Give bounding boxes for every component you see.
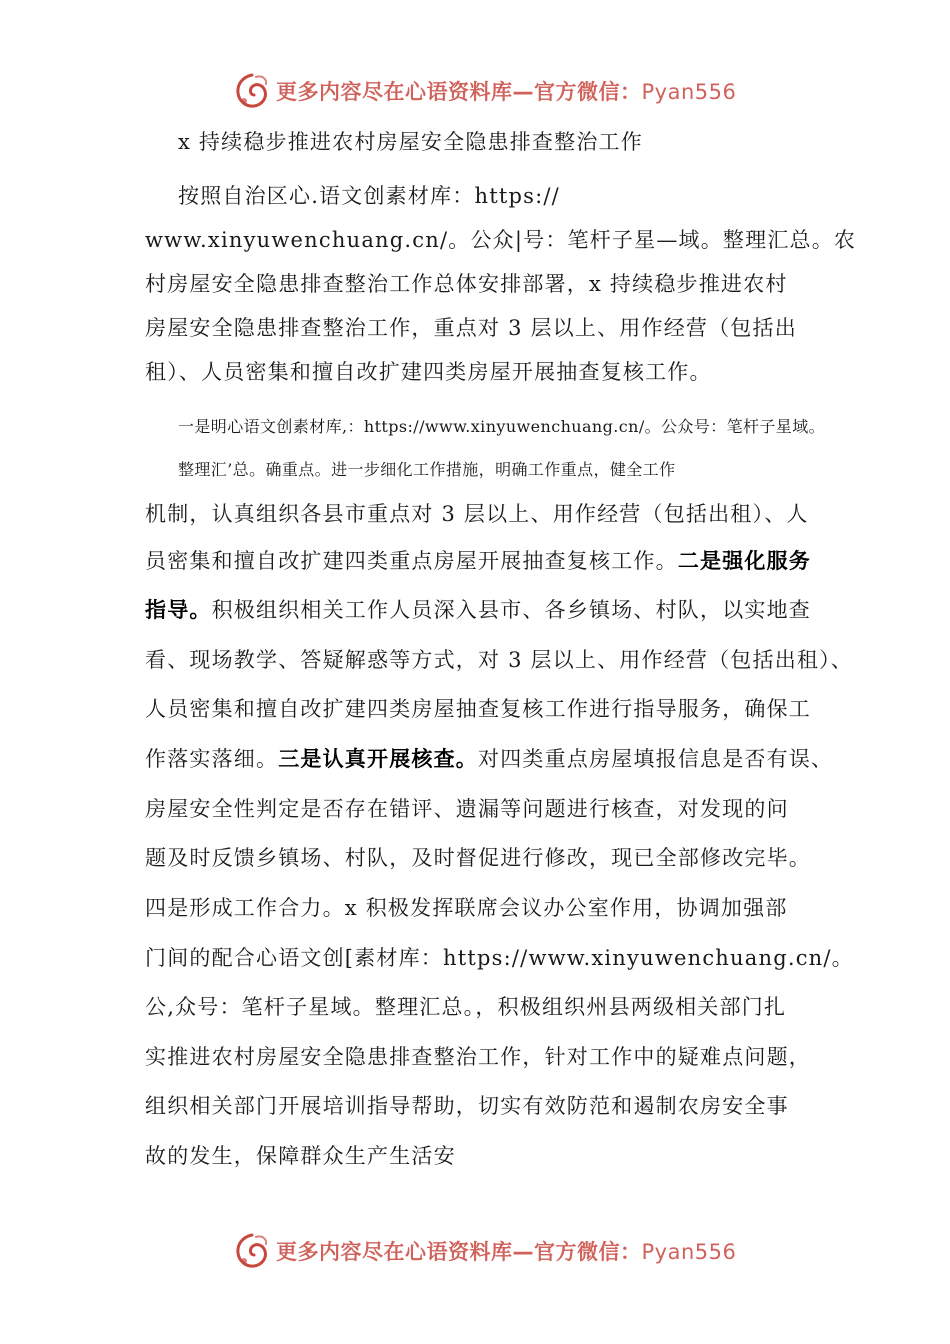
- paragraph-line: 租）、人员密集和擅自改扩建四类房屋开展抽查复核工作。: [145, 360, 712, 384]
- paragraph-line: 按照自治区心.语文创素材库：https://: [178, 184, 560, 208]
- document-title: x 持续稳步推进农村房屋安全隐患排查整治工作: [178, 130, 643, 154]
- paragraph-line: 人员密集和擅自改扩建四类房屋抽查复核工作进行指导服务，确保工: [145, 697, 811, 721]
- text-run: 员密集和擅自改扩建四类重点房屋开展抽查复核工作。: [145, 549, 678, 573]
- small-text-line: 整理汇’总。确重点。进一步细化工作措施，明确工作重点，健全工作: [178, 460, 676, 479]
- paragraph-line: 看、现场教学、答疑解惑等方式，对 3 层以上、用作经营（包括出租）、: [145, 648, 854, 672]
- paragraph-line: 故的发生，保障群众生产生活安: [145, 1144, 456, 1168]
- banner-text: [276, 76, 736, 106]
- paragraph-line: 公,众号：笔杆子星域。整理汇总。，积极组织州县两级相关部门扎: [145, 995, 787, 1019]
- text-run: 作落实落细。: [145, 747, 279, 771]
- banner-text: [276, 1236, 736, 1266]
- paragraph-line: 门间的配合心语文创[素材库：https://www.xinyuwenchuang.cn/。: [145, 946, 854, 970]
- section-heading-2-cont: 指导。: [145, 598, 212, 622]
- paragraph-line: www.xinyuwenchuang.cn/。公众|号：笔杆子星—域。整理汇总。农: [145, 228, 857, 252]
- paragraph-line: 村房屋安全隐患排查整治工作总体安排部署，x 持续稳步推进农村: [145, 272, 788, 296]
- paragraph-line: 题及时反馈乡镇场、村队，及时督促进行修改，现已全部修改完毕。: [145, 846, 811, 870]
- paragraph-line: [145, 595, 811, 625]
- banner-label: 更多内容尽在心语资料库—官方微信：: [276, 1240, 642, 1264]
- paragraph-line: 四是形成工作合力。x 积极发挥联席会议办公室作用，协调加强部: [145, 896, 788, 920]
- paragraph-line: [145, 546, 811, 576]
- banner-content: [232, 1226, 736, 1276]
- banner-content: [232, 66, 736, 116]
- banner-wechat-id: Pyan556: [641, 80, 737, 104]
- swirl-flame-logo-icon: [232, 71, 272, 111]
- text-run: 对四类重点房屋填报信息是否有误、: [478, 747, 834, 771]
- paragraph-line: 机制，认真组织各县市重点对 3 层以上、用作经营（包括出租）、人: [145, 502, 809, 526]
- footer-banner: [0, 1226, 950, 1276]
- paragraph-line: 组织相关部门开展培训指导帮助，切实有效防范和遏制农房安全事: [145, 1094, 789, 1118]
- paragraph-line: 房屋安全性判定是否存在错评、遗漏等问题进行核查，对发现的问: [145, 797, 789, 821]
- swirl-flame-logo-icon: [232, 1231, 272, 1271]
- paragraph-line: 实推进农村房屋安全隐患排查整治工作，针对工作中的疑难点问题，: [145, 1045, 811, 1069]
- section-heading-2: 二是强化服务: [677, 549, 812, 573]
- paragraph-line: [145, 744, 833, 774]
- header-banner: [0, 66, 950, 116]
- paragraph-line: 房屋安全隐患排查整治工作，重点对 3 层以上、用作经营（包括出: [145, 316, 797, 340]
- small-text-line: 一是明心语文创素材库,：https://www.xinyuwenchuang.cn/。公众号：笔杆子星域。: [178, 417, 826, 436]
- text-run: 积极组织相关工作人员深入县市、各乡镇场、村队，以实地查: [211, 598, 812, 622]
- banner-wechat-id: Pyan556: [641, 1240, 737, 1264]
- section-heading-3: 三是认真开展核查。: [278, 747, 479, 771]
- banner-label: 更多内容尽在心语资料库—官方微信：: [276, 80, 642, 104]
